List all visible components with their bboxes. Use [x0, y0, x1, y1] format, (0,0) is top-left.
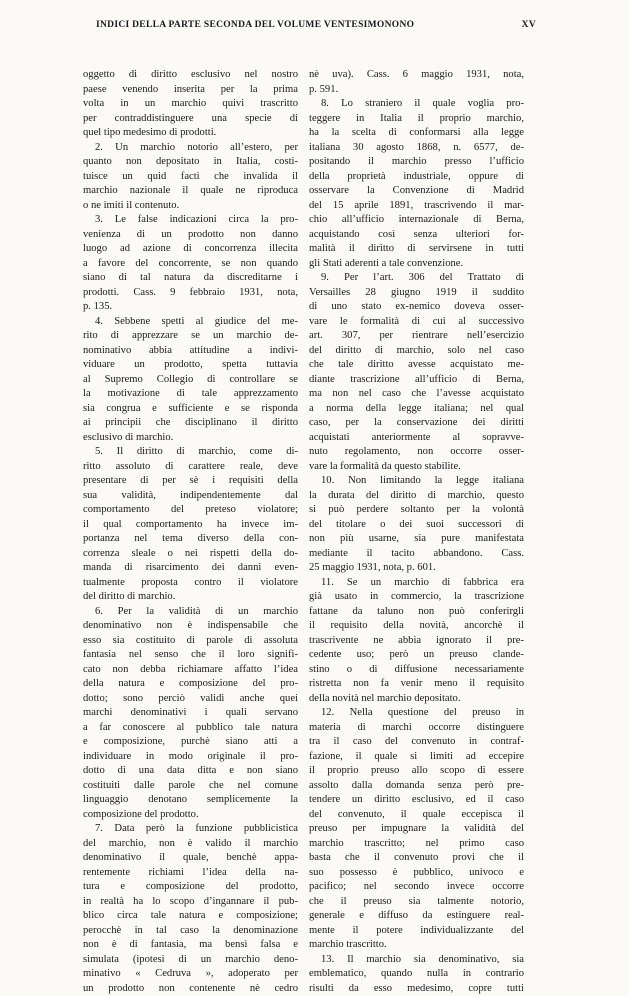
- text-line: simulata (ipotesi di un marchio deno-: [83, 953, 298, 968]
- page-header: [96, 20, 536, 36]
- text-line: acquistati anteriormente al sopravve-: [309, 431, 524, 446]
- text-line: italiana 30 agosto 1868, n. 6577, de-: [309, 141, 524, 156]
- text-line: cedente uso; però un preuso clande-: [309, 648, 524, 663]
- text-line: paese venendo inserita per la prima: [83, 83, 298, 98]
- text-line: osservare la Convenzione di Madrid: [309, 184, 524, 199]
- text-line: 7. Data però la funzione pubblicistica: [83, 822, 298, 837]
- left-column: [83, 68, 298, 996]
- text-line: della natura e composizione del pro-: [83, 677, 298, 692]
- text-line: emblematico, quando nulla in contrario: [309, 967, 524, 982]
- right-column: [309, 68, 524, 996]
- text-line: a norma della legge italiana; nel qual: [309, 402, 524, 417]
- text-line: venienza di un prodotto non danno: [83, 228, 298, 243]
- text-line: del titolare o dei suoi successori di: [309, 518, 524, 533]
- text-line: si può perdere soltanto per la volontà: [309, 503, 524, 518]
- text-line: che il preuso sia talmente notorio,: [309, 895, 524, 910]
- text-line: teggere in Italia il proprio marchio,: [309, 112, 524, 127]
- text-line: viduare un prodotto, spetta tuttavia: [83, 358, 298, 373]
- text-line: in realtà ha lo scopo d’ingannare il pub-: [83, 895, 298, 910]
- text-line: 12. Nella questione del preuso in: [309, 706, 524, 721]
- text-line: dotto; sono perciò validi anche quei: [83, 692, 298, 707]
- text-line: 3. Le false indicazioni circa la pro-: [83, 213, 298, 228]
- text-line: del diritto di marchio, solo nel caso: [309, 344, 524, 359]
- page-number: XV: [522, 20, 536, 30]
- text-line: la motivazione di tale apprezzamento: [83, 387, 298, 402]
- text-line: del marchio, non è valido il marchio: [83, 837, 298, 852]
- text-line: a far conoscere al pubblico tale natura: [83, 721, 298, 736]
- text-line: p. 591.: [309, 83, 524, 98]
- text-line: il proprio preuso allo scopo di essere: [309, 764, 524, 779]
- text-line: malità il diritto di servirsene in tutti: [309, 242, 524, 257]
- text-line: luogo ad azione di concorrenza illecita: [83, 242, 298, 257]
- text-line: del 15 aprile 1891, trascrivendo il mar-: [309, 199, 524, 214]
- text-line: denominativo non è indispensabile che: [83, 619, 298, 634]
- text-line: già usato in commercio, la trascrizione: [309, 590, 524, 605]
- text-line: esclusivo di marchio.: [83, 431, 298, 446]
- text-line: fantasia nel senso che il loro signifi-: [83, 648, 298, 663]
- text-line: vare la formalità da questo stabilite.: [309, 460, 524, 475]
- text-line: 9. Per l’art. 306 del Trattato di: [309, 271, 524, 286]
- text-line: il qual comportamento ha invece im-: [83, 518, 298, 533]
- text-line: marchi denominativi i quali servano: [83, 706, 298, 721]
- text-line: individuare in modo originale il pro-: [83, 750, 298, 765]
- text-line: minativo « Cedruva », adoperato per: [83, 967, 298, 982]
- text-line: mente il potere individualizzante del: [309, 924, 524, 939]
- text-line: p. 135.: [83, 300, 298, 315]
- text-line: quanto non depositato in Italia, costi-: [83, 155, 298, 170]
- text-line: risulti da esso medesimo, copre tutti: [309, 982, 524, 996]
- text-line: della novità nel marchio depositato.: [309, 692, 524, 707]
- text-line: a favore del concorrente, se non quando: [83, 257, 298, 272]
- text-line: diante trascrizione all’ufficio di Berna,: [309, 373, 524, 388]
- text-line: della proprietà industriale, oppure di: [309, 170, 524, 185]
- text-line: perocchè in tal caso la denominazione: [83, 924, 298, 939]
- text-line: vare le formalità di cui al successivo: [309, 315, 524, 330]
- text-line: acquistando così senza ulteriori for-: [309, 228, 524, 243]
- text-line: correnza sleale o nei rispetti della do-: [83, 547, 298, 562]
- text-line: marchio trascritto.: [309, 938, 524, 953]
- text-line: basta che il convenuto provi che il: [309, 851, 524, 866]
- text-line: 6. Per la validità di un marchio: [83, 605, 298, 620]
- text-line: tualmente proposta contro il violatore: [83, 576, 298, 591]
- text-line: caso, per la conservazione dei diritti: [309, 416, 524, 431]
- text-line: marchio nazionale il quale ne riproduca: [83, 184, 298, 199]
- text-line: prodotti. Cass. 9 febbraio 1931, nota,: [83, 286, 298, 301]
- text-line: assolto dalla domanda senza però pre-: [309, 779, 524, 794]
- text-line: generale e diffuso da estinguere real-: [309, 909, 524, 924]
- text-line: del convenuto, il quale eccepisca il: [309, 808, 524, 823]
- text-line: nominativo abbia attitudine a indivi-: [83, 344, 298, 359]
- text-line: 10. Non limitando la legge italiana: [309, 474, 524, 489]
- text-line: del diritto di marchio.: [83, 590, 298, 605]
- text-line: 2. Un marchio notorio all’estero, per: [83, 141, 298, 156]
- text-line: la durata del diritto di marchio, questo: [309, 489, 524, 504]
- text-line: tra il caso del convenuto in contraf-: [309, 735, 524, 750]
- text-line: oggetto di diritto esclusivo nel nostro: [83, 68, 298, 83]
- text-line: suo possesso è pubblico, univoco e: [309, 866, 524, 881]
- text-line: Versailles 28 giugno 1919 il suddito: [309, 286, 524, 301]
- text-line: 11. Se un marchio di fabbrica era: [309, 576, 524, 591]
- text-line: cato non debba richiamare affatto l’idea: [83, 663, 298, 678]
- text-line: 25 maggio 1931, nota, p. 601.: [309, 561, 524, 576]
- text-line: o ne imiti il contenuto.: [83, 199, 298, 214]
- text-line: non più usarne, sia pure manifestata: [309, 532, 524, 547]
- text-line: ai principii che disciplinano il diritto: [83, 416, 298, 431]
- text-line: preuso per impugnare la validità del: [309, 822, 524, 837]
- text-line: tura e composizione del prodotto,: [83, 880, 298, 895]
- text-line: composizione del prodotto.: [83, 808, 298, 823]
- text-line: siano di tal natura da discreditarne i: [83, 271, 298, 286]
- text-line: materia di marchi occorre distinguere: [309, 721, 524, 736]
- text-line: linguaggio denotano semplicemente la: [83, 793, 298, 808]
- text-line: che tale diritto avesse acquistato me-: [309, 358, 524, 373]
- text-line: tendere un diritto esclusivo, ed il caso: [309, 793, 524, 808]
- text-line: ha la scelta di conformarsi alla legge: [309, 126, 524, 141]
- text-line: esso sia costituito di parole di assoluta: [83, 634, 298, 649]
- text-line: art. 307, per rientrare nell’esercizio: [309, 329, 524, 344]
- text-line: marchio trascritto; nel primo caso: [309, 837, 524, 852]
- text-line: trascrivente ne abbia ignorato il pre-: [309, 634, 524, 649]
- text-line: costituiti dalle parole che nel comune: [83, 779, 298, 794]
- text-line: di uno stato ex-nemico doveva osser-: [309, 300, 524, 315]
- text-line: sia congrua e sufficiente e se risponda: [83, 402, 298, 417]
- text-line: 5. Il diritto di marchio, come di-: [83, 445, 298, 460]
- text-line: positando il marchio presso l’ufficio: [309, 155, 524, 170]
- text-line: mediante il tacito abbandono. Cass.: [309, 547, 524, 562]
- text-line: presentare di per sè i requisiti della: [83, 474, 298, 489]
- text-line: stino o di diffusione necessariamente: [309, 663, 524, 678]
- text-line: 13. Il marchio sia denominativo, sia: [309, 953, 524, 968]
- text-line: ma non nel caso che l’avesse acquistato: [309, 387, 524, 402]
- text-line: gli Stati aderenti a tale convenzione.: [309, 257, 524, 272]
- text-line: per contraddistinguere una specie di: [83, 112, 298, 127]
- text-line: quel tipo medesimo di prodotti.: [83, 126, 298, 141]
- text-line: fazione, il quale si limiti ad eccepire: [309, 750, 524, 765]
- text-line: nuto regolamento, non occorre osser-: [309, 445, 524, 460]
- text-line: manda di risarcimento dei danni even-: [83, 561, 298, 576]
- text-line: rito di apprezzare se un marchio de-: [83, 329, 298, 344]
- text-line: pacifico; nel secondo invece occorre: [309, 880, 524, 895]
- text-line: tuisce un quid facti che invalida il: [83, 170, 298, 185]
- text-line: chio all’ufficio internazionale di Berna,: [309, 213, 524, 228]
- text-line: volta in un marchio quivi trascritto: [83, 97, 298, 112]
- text-line: ritto assoluto di carattere reale, deve: [83, 460, 298, 475]
- text-line: il requisito della novità, ancorchè il: [309, 619, 524, 634]
- running-title: INDICI DELLA PARTE SECONDA DEL VOLUME VENTESIMONONO: [96, 20, 414, 30]
- text-line: e composizione, purchè siano atti a: [83, 735, 298, 750]
- text-line: 4. Sebbene spetti al giudice del me-: [83, 315, 298, 330]
- text-line: denominativo il quale, benchè appa-: [83, 851, 298, 866]
- text-line: sua validità, indipendentemente dal: [83, 489, 298, 504]
- text-line: blico circa tale natura e composizione;: [83, 909, 298, 924]
- text-line: al Supremo Collegio di controllare se: [83, 373, 298, 388]
- text-line: ristretta non fa venir meno il requisito: [309, 677, 524, 692]
- text-line: fattane da taluno non può conferirgli: [309, 605, 524, 620]
- text-line: nè uva). Cass. 6 maggio 1931, nota,: [309, 68, 524, 83]
- text-line: 8. Lo straniero il quale voglia pro-: [309, 97, 524, 112]
- text-line: non è di fantasia, ma bensì falsa e: [83, 938, 298, 953]
- text-line: rentemente richiami l’idea della na-: [83, 866, 298, 881]
- text-line: un prodotto non contenente nè cedro: [83, 982, 298, 996]
- text-line: portanza nel tema diverso della con-: [83, 532, 298, 547]
- text-line: dotto di una data ditta e non siano: [83, 764, 298, 779]
- text-line: comportamento del preteso violatore;: [83, 503, 298, 518]
